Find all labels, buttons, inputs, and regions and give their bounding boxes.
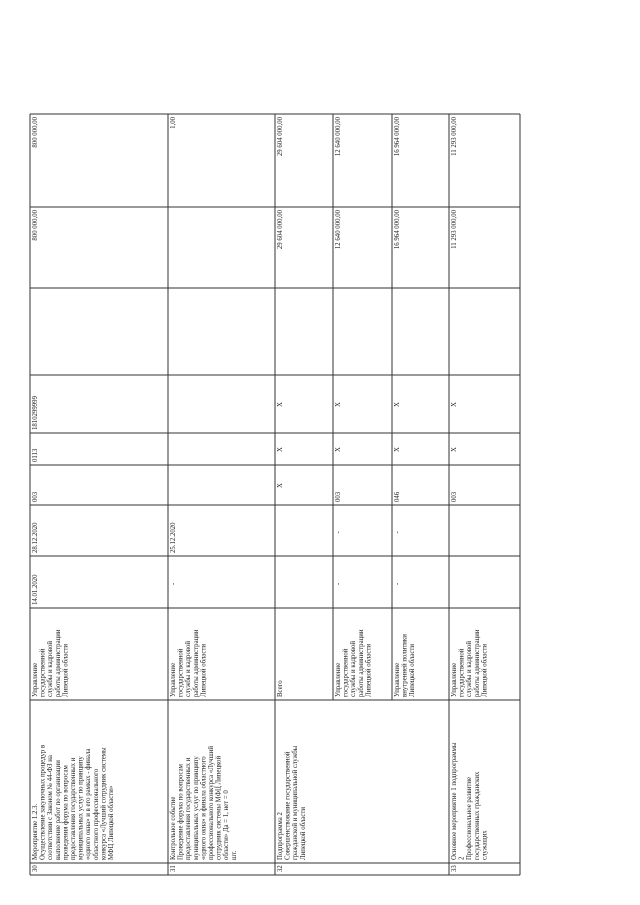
cell-grbs: 003 <box>335 491 342 502</box>
cell-csr: X <box>335 402 342 407</box>
cell-sum_total: 29 604 000,00 <box>277 210 284 250</box>
cell-executor: Всего <box>277 680 284 697</box>
cell-sum_total: 16 964 000,00 <box>394 210 401 250</box>
cell-csr: 1810299999 <box>32 396 39 430</box>
cell-sum_total: 800 000,00 <box>32 210 39 241</box>
cell-date_end: 28.12.2020 <box>32 522 39 553</box>
cell-sum_year: 1,00 <box>170 117 177 129</box>
cell-executor: Управлениегосударственнойслужбы и кадровойработы администрацииЛипецкой области <box>170 629 208 697</box>
cell-executor: Управлениегосударственнойслужбы и кадровойработы администрацииЛипецкой области <box>335 629 373 697</box>
cell-csr: X <box>394 402 401 407</box>
cell-date_start: - <box>170 582 177 585</box>
cell-date_end: - <box>335 531 342 534</box>
cell-sum_total: 11 293 000,00 <box>451 210 458 249</box>
cell-sum_year: 11 293 000,00 <box>451 117 458 156</box>
cell-name: Контрольное событиеПроведение форума по вопросампредоставления государственных имуниципальных услуг по принципу«одного окна» и финала областногопрофессионального конкурса «Лучшийсотрудник системы МФЦ Липецкойобласти» Да = 1, нет = 0шт. <box>170 745 238 860</box>
cell-sum_year: 800 000,00 <box>32 117 39 148</box>
cell-csr: X <box>277 402 284 407</box>
cell-name: Основное мероприятие 1 подпрограммы2Профессиональное развитиегосударственных гражданскихслужащих <box>451 742 489 860</box>
cell-executor: Управлениевнутренней политикиЛипецкой области <box>394 634 417 697</box>
cell-executor: Управлениегосударственнойслужбы и кадровойработы администрацииЛипецкой области <box>451 629 489 697</box>
cell-date_start: - <box>394 582 401 585</box>
cell-rzpr: X <box>335 447 342 452</box>
cell-name: Мероприятие 1.2.3.Осуществление закупочных процедур всоответствии с Законом № 44-ФЗ навыполнение работ по организациипроведения форума по вопросампредоставления государственных имуниципальных услуг по принципу«одного окна» и в его рамках - финалаобластного профессиональногоконкурса «Лучший сотрудник системыМФЦ Липецкой области» <box>32 744 115 860</box>
cell-date_start: 14.01.2020 <box>32 574 39 605</box>
cell-sum_year: 29 604 000,00 <box>277 117 284 157</box>
cell-sum_year: 16 964 000,00 <box>394 117 401 157</box>
cell-rzpr: 0113 <box>32 448 39 462</box>
cell-num: 30 <box>32 865 39 872</box>
cell-rzpr: X <box>394 447 401 452</box>
cell-sum_year: 12 640 000,00 <box>335 117 342 157</box>
cell-date_end: - <box>394 531 401 534</box>
cell-grbs: 046 <box>394 491 401 502</box>
cell-date_end: 25.12.2020 <box>170 522 177 553</box>
cell-sum_total: 12 640 000,00 <box>335 210 342 250</box>
cell-grbs: 003 <box>451 491 458 502</box>
cell-executor: Управлениегосударственнойслужбы и кадровойработы администрацииЛипецкой области <box>32 629 70 697</box>
cell-csr: X <box>451 402 458 407</box>
cell-num: 32 <box>277 865 284 872</box>
cell-rzpr: X <box>277 447 284 452</box>
cell-grbs: X <box>277 483 284 488</box>
cell-grbs: 003 <box>32 491 39 502</box>
cell-name: Подпрограмма 2Совершенствование государственнойгражданской и муниципальной службыЛипецкой области <box>277 745 307 860</box>
cell-num: 33 <box>451 865 458 872</box>
cell-rzpr: X <box>451 447 458 452</box>
cell-num: 31 <box>170 865 177 872</box>
cell-date_start: - <box>335 582 342 585</box>
